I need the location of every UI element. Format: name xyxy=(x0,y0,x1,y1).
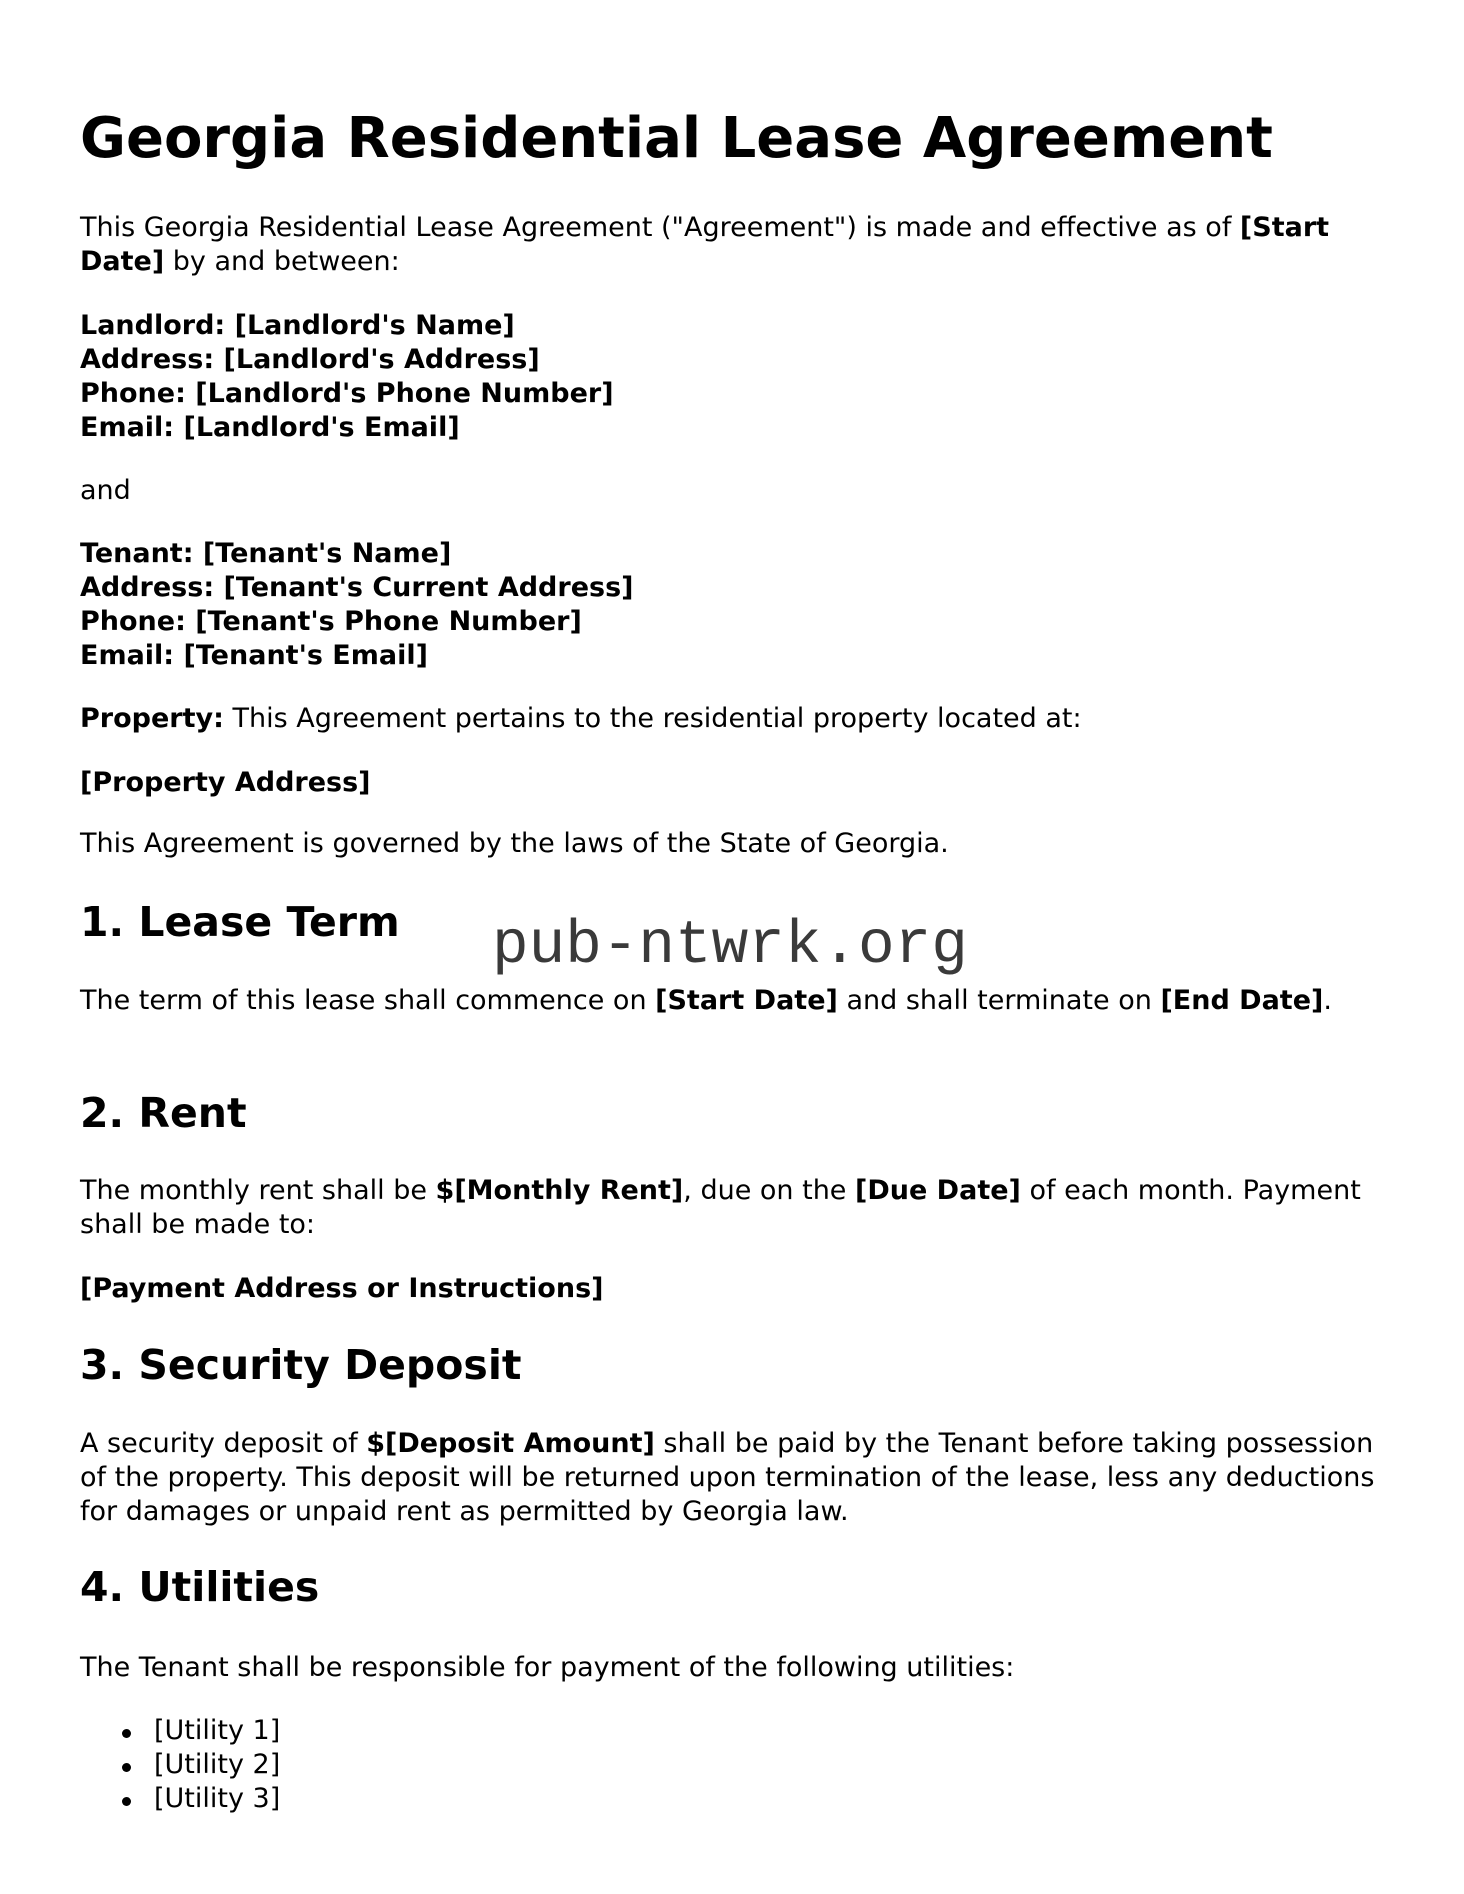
deposit-text: shall be paid by the Tenant before taking possession of the property. This deposit will be returned upon termination of the lease, less any deductions for damages or unpaid rent as permitted by Georgia law. xyxy=(80,1428,1375,1527)
intro-text-after: by and between: xyxy=(164,246,400,277)
tenant-email: [Tenant's Email] xyxy=(183,640,428,671)
tenant-address-label: Address: xyxy=(80,572,215,603)
tenant-phone: [Tenant's Phone Number] xyxy=(195,606,582,637)
tenant-phone-line xyxy=(80,605,1392,639)
bullet-icon xyxy=(122,1729,131,1738)
landlord-name-label: Landlord: xyxy=(80,310,226,341)
tenant-block xyxy=(80,537,1392,673)
section-heading-lease-term: 1. Lease Term xyxy=(80,898,400,946)
landlord-name-line xyxy=(80,309,1392,343)
property-paragraph xyxy=(80,702,1392,736)
landlord-address-label: Address: xyxy=(80,344,215,375)
landlord-phone-line xyxy=(80,377,1392,411)
rent-text: , due on the xyxy=(683,1175,855,1206)
deposit-amount: $[Deposit Amount] xyxy=(366,1428,655,1459)
governing-law: This Agreement is governed by the laws of the State of Georgia. xyxy=(80,828,949,859)
payment-instructions: [Payment Address or Instructions] xyxy=(80,1273,604,1304)
landlord-email: [Landlord's Email] xyxy=(183,412,460,443)
property-address: [Property Address] xyxy=(80,767,371,798)
security-deposit-paragraph xyxy=(80,1427,1392,1529)
tenant-phone-label: Phone: xyxy=(80,606,186,637)
bullet-icon xyxy=(122,1797,131,1806)
tenant-address: [Tenant's Current Address] xyxy=(223,572,634,603)
utility-item: [Utility 1] xyxy=(154,1715,281,1746)
tenant-name: [Tenant's Name] xyxy=(202,538,452,569)
lease-term-text: and shall terminate on xyxy=(837,985,1161,1016)
utilities-paragraph: The Tenant shall be responsible for payment of the following utilities: xyxy=(80,1652,1015,1683)
landlord-email-line xyxy=(80,411,1392,445)
section-heading-security-deposit: 3. Security Deposit xyxy=(80,1341,522,1389)
lease-term-text: . xyxy=(1323,985,1332,1016)
property-text: This Agreement pertains to the residential property located at: xyxy=(223,703,1082,734)
utilities-list xyxy=(80,1714,1392,1816)
conjunction-and: and xyxy=(80,475,131,506)
landlord-email-label: Email: xyxy=(80,412,175,443)
list-item xyxy=(80,1782,1392,1816)
tenant-email-line xyxy=(80,639,1392,673)
section-heading-utilities: 4. Utilities xyxy=(80,1563,320,1611)
rent-due-date: [Due Date] xyxy=(855,1175,1021,1206)
utility-item: [Utility 3] xyxy=(154,1783,281,1814)
landlord-name: [Landlord's Name] xyxy=(234,310,515,341)
list-item xyxy=(80,1748,1392,1782)
lease-start-date: [Start Date] xyxy=(655,985,838,1016)
tenant-email-label: Email: xyxy=(80,640,175,671)
lease-term-paragraph xyxy=(80,984,1392,1018)
tenant-name-label: Tenant: xyxy=(80,538,194,569)
rent-amount: $[Monthly Rent] xyxy=(435,1175,684,1206)
intro-paragraph xyxy=(80,211,1392,279)
section-heading-rent: 2. Rent xyxy=(80,1089,247,1137)
watermark: pub-ntwrk.org xyxy=(492,912,968,981)
lease-end-date: [End Date] xyxy=(1160,985,1324,1016)
landlord-address-line xyxy=(80,343,1392,377)
property-label: Property: xyxy=(80,703,224,734)
rent-paragraph xyxy=(80,1174,1392,1242)
bullet-icon xyxy=(122,1763,131,1772)
list-item xyxy=(80,1714,1392,1748)
rent-text: The monthly rent shall be xyxy=(80,1175,436,1206)
rent-text: of each month. Payment shall be made to: xyxy=(80,1175,1361,1240)
intro-start-date: [Start Date] xyxy=(80,212,1330,277)
tenant-address-line xyxy=(80,571,1392,605)
landlord-phone-label: Phone: xyxy=(80,378,186,409)
document-title: Georgia Residential Lease Agreement xyxy=(80,106,1273,171)
utility-item: [Utility 2] xyxy=(154,1749,281,1780)
lease-term-text: The term of this lease shall commence on xyxy=(80,985,656,1016)
intro-text: This Georgia Residential Lease Agreement ("Agreement") is made and effective as of xyxy=(80,212,1240,243)
tenant-name-line xyxy=(80,537,1392,571)
landlord-phone: [Landlord's Phone Number] xyxy=(195,378,614,409)
deposit-text: A security deposit of xyxy=(80,1428,367,1459)
landlord-address: [Landlord's Address] xyxy=(223,344,540,375)
landlord-block xyxy=(80,309,1392,445)
